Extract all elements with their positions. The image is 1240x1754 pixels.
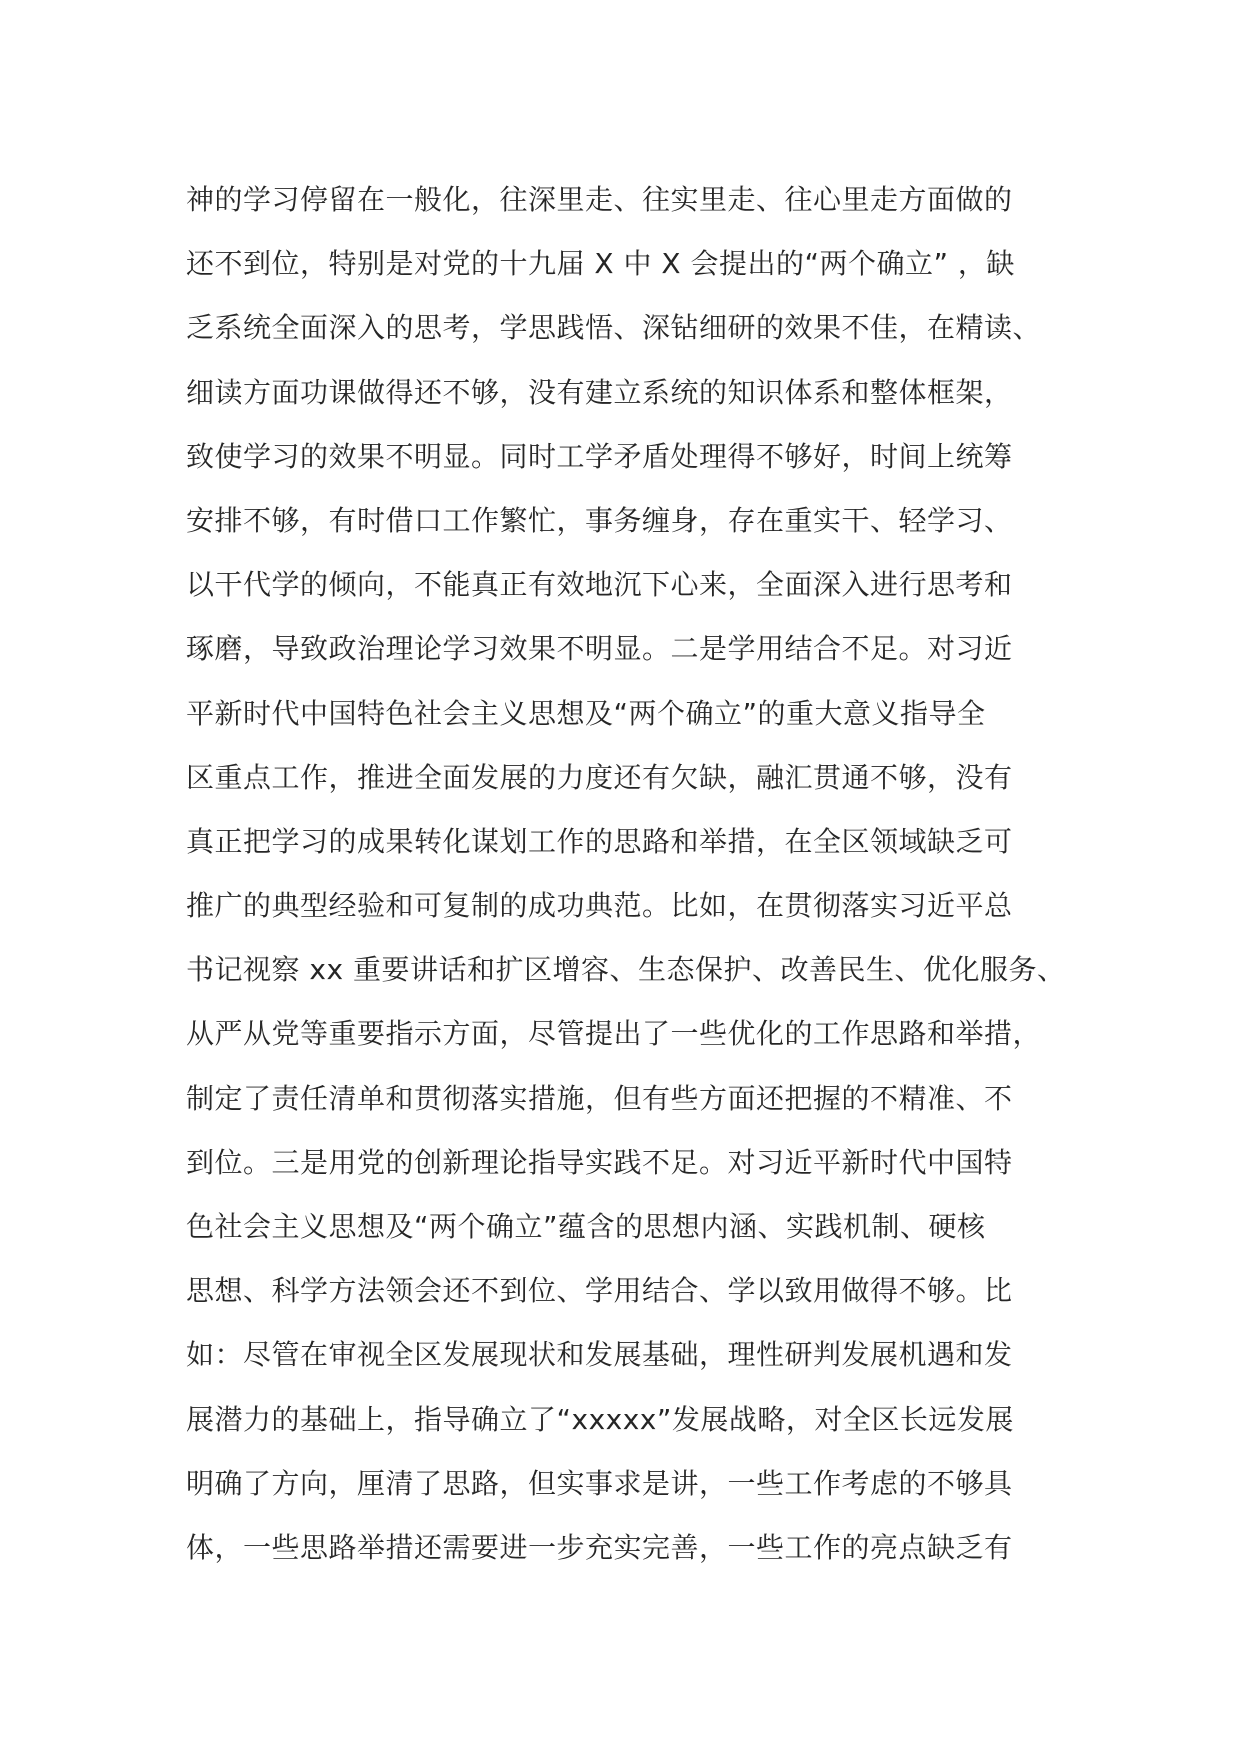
text-line: 致使学习的效果不明显。同时工学矛盾处理得不够好，时间上统筹 [186, 439, 1013, 473]
text-line: 区重点工作，推进全面发展的力度还有欠缺，融汇贯通不够，没有 [186, 760, 1013, 794]
text-line: 体，一些思路举措还需要进一步充实完善，一些工作的亮点缺乏有 [186, 1530, 1013, 1564]
text-line: 琢磨，导致政治理论学习效果不明显。二是学用结合不足。对习近 [186, 632, 1013, 666]
text-line: 安排不够，有时借口工作繁忙，事务缠身，存在重实干、轻学习、 [186, 503, 1013, 537]
text-line: 从严从党等重要指示方面，尽管提出了一些优化的工作思路和举措， [186, 1017, 1042, 1051]
text-line: 真正把学习的成果转化谋划工作的思路和举措，在全区领域缺乏可 [186, 824, 1013, 858]
text-line: 明确了方向，厘清了思路，但实事求是讲，一些工作考虑的不够具 [186, 1466, 1013, 1500]
body-paragraph [186, 168, 1086, 1580]
text-line: 色社会主义思想及“两个确立”蕴含的思想内涵、实践机制、硬核 [186, 1210, 986, 1243]
text-line: 书记视察 xx 重要讲话和扩区增容、生态保护、改善民生、优化服务、 [186, 953, 1066, 987]
text-line: 平新时代中国特色社会主义思想及“两个确立”的重大意义指导全 [186, 696, 986, 730]
text-line: 展潜力的基础上，指导确立了“xxxxx”发展战略，对全区长远发展 [186, 1402, 1014, 1436]
text-line: 推广的典型经验和可复制的成功典范。比如，在贯彻落实习近平总 [186, 889, 1013, 923]
text-line: 细读方面功课做得还不够，没有建立系统的知识体系和整体框架， [186, 375, 1013, 409]
text-line: 到位。三是用党的创新理论指导实践不足。对习近平新时代中国特 [186, 1145, 1013, 1179]
text-line: 思想、科学方法领会还不到位、学用结合、学以致用做得不够。比 [186, 1274, 1013, 1308]
text-line: 以干代学的倾向，不能真正有效地沉下心来，全面深入进行思考和 [186, 568, 1013, 602]
text-line: 如：尽管在审视全区发展现状和发展基础，理性研判发展机遇和发 [186, 1338, 1013, 1372]
text-line: 制定了责任清单和贯彻落实措施，但有些方面还把握的不精准、不 [186, 1081, 1013, 1115]
text-line: 还不到位，特别是对党的十九届 X 中 X 会提出的“两个确立” ，缺 [186, 247, 1015, 281]
text-line: 神的学习停留在一般化，往深里走、往实里走、往心里走方面做的 [186, 183, 1013, 216]
text-line: 乏系统全面深入的思考，学思践悟、深钻细研的效果不佳，在精读、 [186, 311, 1042, 345]
